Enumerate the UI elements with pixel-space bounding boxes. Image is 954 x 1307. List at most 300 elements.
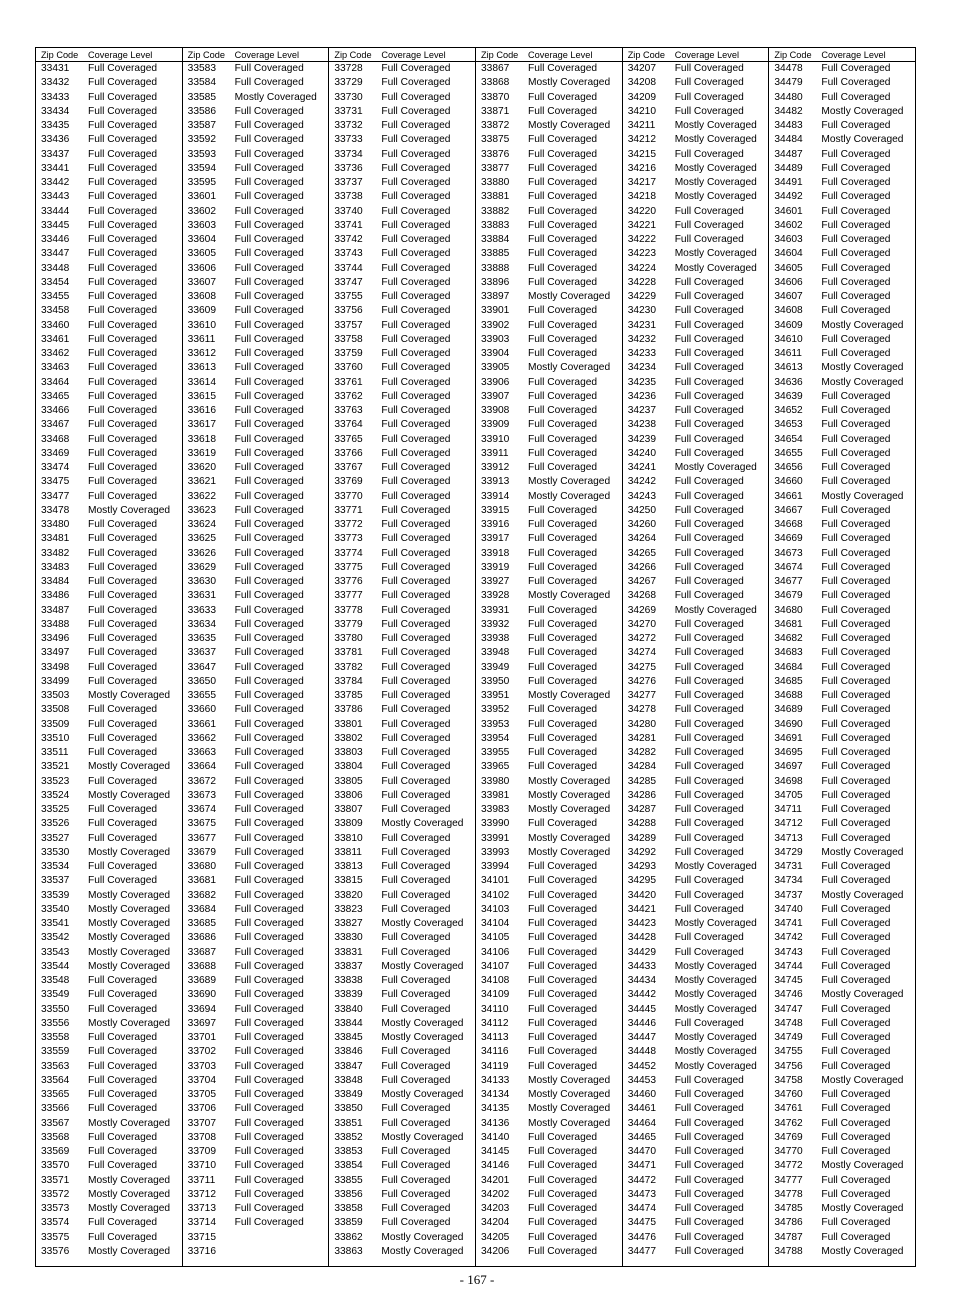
zip-code-cell: 34688	[774, 690, 803, 701]
zip-code-cell: 33541	[41, 918, 70, 929]
zip-code-cell: 33586	[187, 105, 217, 117]
coverage-level-cell: Mostly Coveraged	[528, 775, 611, 787]
coverage-level-cell: Full Coveraged	[234, 376, 304, 388]
coverage-level-cell: Full Coveraged	[234, 276, 304, 288]
table-row	[623, 760, 769, 774]
coverage-level-cell: Full Coveraged	[234, 205, 304, 217]
table-row	[623, 732, 769, 746]
coverage-level-cell: Mostly Coveraged	[821, 1160, 904, 1172]
table-row	[476, 447, 622, 461]
zip-code-cell: 33765	[334, 433, 363, 445]
coverage-level-cell: Full Coveraged	[528, 675, 598, 687]
table-row	[623, 661, 769, 675]
zip-code-cell: 34260	[627, 519, 657, 530]
coverage-level-cell: Full Coveraged	[234, 291, 304, 302]
table-row	[476, 433, 622, 447]
zip-code-cell: 34420	[627, 889, 657, 901]
coverage-level-cell: Full Coveraged	[234, 1103, 304, 1115]
coverage-level-cell: Full Coveraged	[88, 433, 158, 445]
table-row	[769, 1145, 915, 1159]
zip-code-cell: 34286	[627, 789, 657, 801]
zip-code-cell: 33498	[41, 661, 70, 673]
zip-code-cell: 33782	[334, 661, 363, 673]
coverage-level-cell: Full Coveraged	[88, 490, 158, 502]
zip-code-cell: 34105	[481, 932, 510, 944]
zip-code-cell: 34421	[627, 903, 657, 915]
table-row	[476, 803, 622, 817]
coverage-level-cell: Full Coveraged	[528, 1032, 598, 1043]
table-row	[623, 803, 769, 817]
zip-code-cell: 34608	[774, 305, 803, 317]
coverage-level-cell: Full Coveraged	[381, 476, 451, 488]
coverage-level-cell: Full Coveraged	[88, 148, 158, 160]
table-row	[769, 1188, 915, 1202]
zip-code-cell: 34288	[627, 818, 657, 830]
table-row	[183, 832, 329, 846]
zip-code-cell: 33897	[481, 291, 510, 302]
table-row	[183, 646, 329, 660]
zip-code-cell: 34250	[627, 504, 657, 516]
coverage-level-cell: Full Coveraged	[234, 504, 304, 516]
coverage-level-cell: Full Coveraged	[381, 889, 451, 901]
zip-code-cell: 33767	[334, 462, 363, 473]
coverage-level-cell: Full Coveraged	[674, 490, 744, 502]
coverage-level-cell: Full Coveraged	[88, 134, 158, 146]
coverage-level-cell: Full Coveraged	[528, 761, 598, 773]
table-row	[623, 632, 769, 646]
table-row	[476, 190, 622, 204]
table-row	[623, 319, 769, 333]
zip-code-cell: 34734	[774, 875, 803, 887]
coverage-level-header: Coverage Level	[821, 50, 886, 60]
coverage-level-cell: Full Coveraged	[528, 704, 598, 716]
zip-code-cell: 33955	[481, 747, 510, 758]
table-row	[769, 133, 915, 147]
zip-code-cell: 33757	[334, 319, 363, 331]
coverage-level-cell: Full Coveraged	[528, 1231, 598, 1243]
zip-code-cell: 34230	[627, 305, 657, 317]
zip-code-cell: 33484	[41, 576, 70, 587]
zip-code-cell: 33846	[334, 1046, 363, 1058]
coverage-level-cell: Full Coveraged	[674, 1017, 744, 1029]
table-row	[769, 661, 915, 675]
table-row	[36, 162, 182, 176]
table-row	[329, 390, 475, 404]
zip-code-cell: 33464	[41, 376, 70, 388]
coverage-level-cell: Full Coveraged	[234, 390, 304, 402]
zip-code-cell: 34221	[627, 219, 657, 231]
zip-code-cell: 33928	[481, 590, 510, 602]
zip-code-cell: 33908	[481, 405, 510, 416]
zip-code-cell: 33823	[334, 903, 363, 915]
coverage-level-cell: Mostly Coveraged	[674, 1003, 757, 1015]
coverage-level-cell: Full Coveraged	[528, 647, 598, 659]
coverage-level-cell: Full Coveraged	[821, 419, 891, 431]
coverage-level-cell: Full Coveraged	[381, 77, 451, 89]
zip-code-cell: 33862	[334, 1231, 363, 1243]
zip-code-cell: 33775	[334, 561, 363, 573]
coverage-level-cell: Full Coveraged	[821, 248, 891, 260]
zip-code-cell: 33761	[334, 376, 363, 388]
table-row	[183, 1017, 329, 1031]
zip-code-cell: 33567	[41, 1117, 70, 1129]
coverage-level-cell: Mostly Coveraged	[88, 1117, 171, 1129]
coverage-level-cell: Full Coveraged	[821, 1131, 891, 1143]
table-row	[36, 404, 182, 418]
zip-code-cell: 34442	[627, 989, 657, 1001]
table-row	[183, 176, 329, 190]
coverage-level-cell: Mostly Coveraged	[528, 789, 611, 801]
table-row	[329, 91, 475, 105]
table-row	[476, 575, 622, 589]
zip-code-cell: 33673	[187, 789, 217, 801]
coverage-level-cell: Full Coveraged	[88, 419, 158, 431]
table-row	[476, 233, 622, 247]
table-row	[36, 1017, 182, 1031]
table-row	[769, 205, 915, 219]
table-row	[329, 404, 475, 418]
zip-code-cell: 34460	[627, 1089, 657, 1100]
zip-code-cell: 34762	[774, 1117, 803, 1129]
zip-code-cell: 33612	[187, 348, 217, 359]
table-row	[623, 290, 769, 304]
zip-code-cell: 33729	[334, 77, 363, 89]
table-row	[769, 732, 915, 746]
coverage-level-cell: Mostly Coveraged	[88, 932, 171, 944]
table-row	[476, 960, 622, 974]
table-row	[329, 1074, 475, 1088]
coverage-level-cell: Full Coveraged	[234, 1160, 304, 1172]
table-row	[769, 262, 915, 276]
coverage-level-cell: Full Coveraged	[381, 134, 451, 146]
zip-code-cell: 33575	[41, 1231, 70, 1243]
table-row	[329, 860, 475, 874]
zip-code-cell: 34238	[627, 419, 657, 431]
coverage-level-cell: Full Coveraged	[528, 1131, 598, 1143]
zip-code-cell: 34222	[627, 234, 657, 245]
table-row	[769, 290, 915, 304]
coverage-level-cell: Mostly Coveraged	[528, 291, 611, 302]
table-row	[183, 418, 329, 432]
coverage-level-cell: Full Coveraged	[88, 162, 158, 174]
coverage-level-cell: Full Coveraged	[88, 362, 158, 374]
table-row	[36, 219, 182, 233]
table-row	[329, 304, 475, 318]
table-row	[329, 333, 475, 347]
zip-code-cell: 33672	[187, 775, 217, 787]
zip-code-cell: 34217	[627, 177, 657, 188]
zip-code-cell: 33655	[187, 690, 217, 701]
coverage-level-cell: Full Coveraged	[88, 561, 158, 573]
coverage-level-cell: Mostly Coveraged	[821, 362, 904, 374]
zip-code-cell: 33563	[41, 1060, 70, 1072]
table-header	[769, 48, 915, 62]
table-row	[36, 589, 182, 603]
table-row	[769, 361, 915, 375]
coverage-level-cell: Full Coveraged	[528, 205, 598, 217]
coverage-level-cell: Full Coveraged	[821, 647, 891, 659]
coverage-level-cell: Full Coveraged	[234, 889, 304, 901]
coverage-level-cell: Mostly Coveraged	[674, 248, 757, 260]
zip-code-cell: 34741	[774, 918, 803, 929]
table-section	[768, 48, 915, 1266]
table-row	[476, 1088, 622, 1102]
table-row	[329, 1231, 475, 1245]
table-row	[183, 1117, 329, 1131]
coverage-level-cell: Full Coveraged	[88, 191, 158, 203]
zip-code-cell: 34480	[774, 91, 803, 103]
zip-code-cell: 33732	[334, 120, 363, 131]
coverage-level-cell: Full Coveraged	[88, 305, 158, 317]
zip-code-cell: 33708	[187, 1131, 217, 1143]
table-row	[183, 974, 329, 988]
coverage-level-cell: Full Coveraged	[234, 761, 304, 773]
coverage-level-cell: Full Coveraged	[821, 804, 891, 815]
zip-code-cell: 33510	[41, 732, 70, 744]
table-row	[183, 703, 329, 717]
zip-code-cell: 33910	[481, 433, 510, 445]
coverage-level-cell: Full Coveraged	[381, 205, 451, 217]
coverage-level-cell: Full Coveraged	[528, 262, 598, 274]
coverage-level-cell: Full Coveraged	[88, 120, 158, 131]
table-row	[476, 148, 622, 162]
zip-code-cell: 34235	[627, 376, 657, 388]
coverage-level-cell: Full Coveraged	[674, 618, 744, 630]
zip-code-cell: 33609	[187, 305, 217, 317]
zip-code-cell: 34772	[774, 1160, 803, 1172]
coverage-level-cell: Full Coveraged	[821, 63, 891, 74]
table-row	[623, 518, 769, 532]
table-row	[36, 433, 182, 447]
zip-code-cell: 33766	[334, 447, 363, 459]
table-row	[329, 618, 475, 632]
zip-code-cell: 34673	[774, 547, 803, 559]
table-row	[476, 618, 622, 632]
zip-code-cell: 34760	[774, 1089, 803, 1100]
coverage-level-cell: Full Coveraged	[528, 348, 598, 359]
zip-code-cell: 33497	[41, 647, 70, 659]
coverage-level-cell: Mostly Coveraged	[528, 1103, 611, 1115]
table-row	[623, 1102, 769, 1116]
zip-code-cell: 34243	[627, 490, 657, 502]
zip-code-cell: 33433	[41, 91, 70, 103]
table-row	[329, 361, 475, 375]
table-row	[329, 376, 475, 390]
zip-code-cell: 34429	[627, 946, 657, 958]
zip-code-cell: 33781	[334, 647, 363, 659]
coverage-level-cell: Mostly Coveraged	[821, 490, 904, 502]
zip-code-cell: 34116	[481, 1046, 509, 1058]
table-row	[183, 276, 329, 290]
table-row	[329, 1117, 475, 1131]
zip-code-cell: 33755	[334, 291, 363, 302]
zip-code-cell: 34777	[774, 1174, 803, 1186]
coverage-level-cell: Full Coveraged	[821, 390, 891, 402]
coverage-level-cell: Mostly Coveraged	[381, 1032, 464, 1043]
zip-code-cell: 34609	[774, 319, 803, 331]
zip-code-cell: 33907	[481, 390, 510, 402]
coverage-level-cell: Full Coveraged	[88, 1131, 158, 1143]
table-row	[329, 133, 475, 147]
zip-code-cell: 33747	[334, 276, 363, 288]
coverage-level-cell: Full Coveraged	[674, 846, 744, 858]
table-row	[769, 1017, 915, 1031]
zip-code-cell: 33549	[41, 989, 70, 1001]
zip-code-cell: 33736	[334, 162, 363, 174]
table-row	[183, 817, 329, 831]
coverage-level-cell: Full Coveraged	[381, 675, 451, 687]
coverage-level-cell: Full Coveraged	[88, 818, 158, 830]
table-row	[183, 148, 329, 162]
coverage-level-cell: Full Coveraged	[821, 561, 891, 573]
table-row	[769, 1131, 915, 1145]
coverage-level-cell: Mostly Coveraged	[88, 504, 171, 516]
table-row	[769, 376, 915, 390]
zip-code-cell: 33991	[481, 832, 510, 844]
zip-code-cell: 33461	[41, 333, 70, 345]
coverage-level-cell: Full Coveraged	[528, 134, 598, 146]
zip-code-cell: 33715	[187, 1231, 217, 1243]
table-row	[476, 205, 622, 219]
table-row	[476, 219, 622, 233]
table-row	[476, 760, 622, 774]
zip-code-cell: 33455	[41, 291, 70, 302]
zip-code-cell: 33558	[41, 1032, 70, 1043]
coverage-level-cell: Full Coveraged	[234, 533, 304, 545]
coverage-level-cell: Full Coveraged	[88, 476, 158, 488]
zip-code-cell: 34690	[774, 718, 803, 730]
table-row	[769, 1174, 915, 1188]
table-row	[329, 817, 475, 831]
coverage-level-cell: Full Coveraged	[234, 1174, 304, 1186]
coverage-level-cell: Full Coveraged	[674, 889, 744, 901]
coverage-level-cell: Full Coveraged	[234, 362, 304, 374]
zip-code-cell: 33876	[481, 148, 510, 160]
coverage-level-cell: Full Coveraged	[674, 732, 744, 744]
table-row	[183, 91, 329, 105]
zip-code-cell: 33630	[187, 576, 217, 587]
table-row	[183, 1174, 329, 1188]
zip-code-cell: 34465	[627, 1131, 657, 1143]
table-row	[769, 1003, 915, 1017]
coverage-level-cell: Mostly Coveraged	[381, 1245, 464, 1257]
zip-code-cell: 33845	[334, 1032, 363, 1043]
coverage-level-cell: Full Coveraged	[674, 1217, 744, 1229]
table-row	[476, 1231, 622, 1245]
coverage-level-cell: Full Coveraged	[528, 533, 598, 545]
table-row	[769, 475, 915, 489]
zip-code-cell: 33909	[481, 419, 510, 431]
zip-code-cell: 33733	[334, 134, 363, 146]
zip-code-cell: 34289	[627, 832, 657, 844]
zip-code-cell: 34220	[627, 205, 657, 217]
zip-code-cell: 33616	[187, 405, 217, 416]
coverage-level-cell: Full Coveraged	[674, 519, 744, 530]
coverage-level-cell: Full Coveraged	[821, 1231, 891, 1243]
zip-code-cell: 33613	[187, 362, 217, 374]
coverage-level-cell: Full Coveraged	[88, 519, 158, 530]
coverage-level-cell: Full Coveraged	[234, 576, 304, 587]
coverage-level-cell: Full Coveraged	[381, 305, 451, 317]
coverage-level-cell: Full Coveraged	[674, 433, 744, 445]
zip-code-cell: 33914	[481, 490, 510, 502]
table-row	[36, 1131, 182, 1145]
coverage-level-cell: Full Coveraged	[821, 747, 891, 758]
zip-code-cell: 33435	[41, 120, 70, 131]
zip-code-cell: 33576	[41, 1245, 70, 1257]
zip-code-cell: 33802	[334, 732, 363, 744]
zip-code-cell: 34788	[774, 1245, 803, 1257]
coverage-level-cell: Full Coveraged	[528, 718, 598, 730]
table-row	[36, 903, 182, 917]
table-row	[36, 889, 182, 903]
zip-code-cell: 34103	[481, 903, 510, 915]
zip-code-cell: 34287	[627, 804, 657, 815]
zip-code-cell: 33611	[187, 333, 216, 345]
table-row	[476, 418, 622, 432]
zip-code-cell: 33594	[187, 162, 217, 174]
zip-code-cell: 33559	[41, 1046, 70, 1058]
table-row	[623, 532, 769, 546]
table-row	[623, 1231, 769, 1245]
zip-code-cell: 33844	[334, 1017, 363, 1029]
coverage-level-header: Coverage Level	[528, 50, 593, 60]
table-row	[329, 262, 475, 276]
table-row	[623, 119, 769, 133]
table-row	[329, 219, 475, 233]
table-row	[183, 190, 329, 204]
coverage-level-cell: Full Coveraged	[381, 390, 451, 402]
zip-code-cell: 33682	[187, 889, 217, 901]
coverage-level-cell: Full Coveraged	[674, 1131, 744, 1143]
zip-code-header: Zip Code	[627, 50, 665, 60]
zip-code-cell: 34452	[627, 1060, 657, 1072]
coverage-level-cell: Full Coveraged	[528, 219, 598, 231]
zip-code-cell: 33569	[41, 1146, 70, 1157]
coverage-level-cell: Full Coveraged	[381, 405, 451, 416]
coverage-level-cell: Full Coveraged	[821, 1017, 891, 1029]
zip-code-cell: 33911	[481, 447, 509, 459]
table-row	[183, 133, 329, 147]
coverage-level-cell: Full Coveraged	[381, 561, 451, 573]
coverage-level-cell: Full Coveraged	[88, 832, 158, 844]
table-row	[36, 276, 182, 290]
table-row	[623, 247, 769, 261]
zip-code-cell: 33918	[481, 547, 510, 559]
coverage-level-cell: Full Coveraged	[234, 989, 304, 1001]
zip-code-cell: 33734	[334, 148, 363, 160]
coverage-level-cell: Full Coveraged	[674, 348, 744, 359]
table-row	[476, 946, 622, 960]
zip-code-cell: 33620	[187, 462, 217, 473]
table-row	[476, 1017, 622, 1031]
coverage-level-cell: Full Coveraged	[528, 177, 598, 188]
zip-code-cell: 33809	[334, 818, 363, 830]
table-row	[769, 960, 915, 974]
zip-code-cell: 34605	[774, 262, 803, 274]
table-row	[623, 347, 769, 361]
table-row	[476, 746, 622, 760]
table-row	[329, 1031, 475, 1045]
zip-code-cell: 33674	[187, 804, 217, 815]
zip-code-cell: 34285	[627, 775, 657, 787]
table-row	[329, 846, 475, 860]
zip-code-cell: 33738	[334, 191, 363, 203]
zip-code-cell: 33707	[187, 1117, 217, 1129]
table-row	[623, 903, 769, 917]
table-row	[623, 874, 769, 888]
coverage-level-cell: Full Coveraged	[821, 533, 891, 545]
